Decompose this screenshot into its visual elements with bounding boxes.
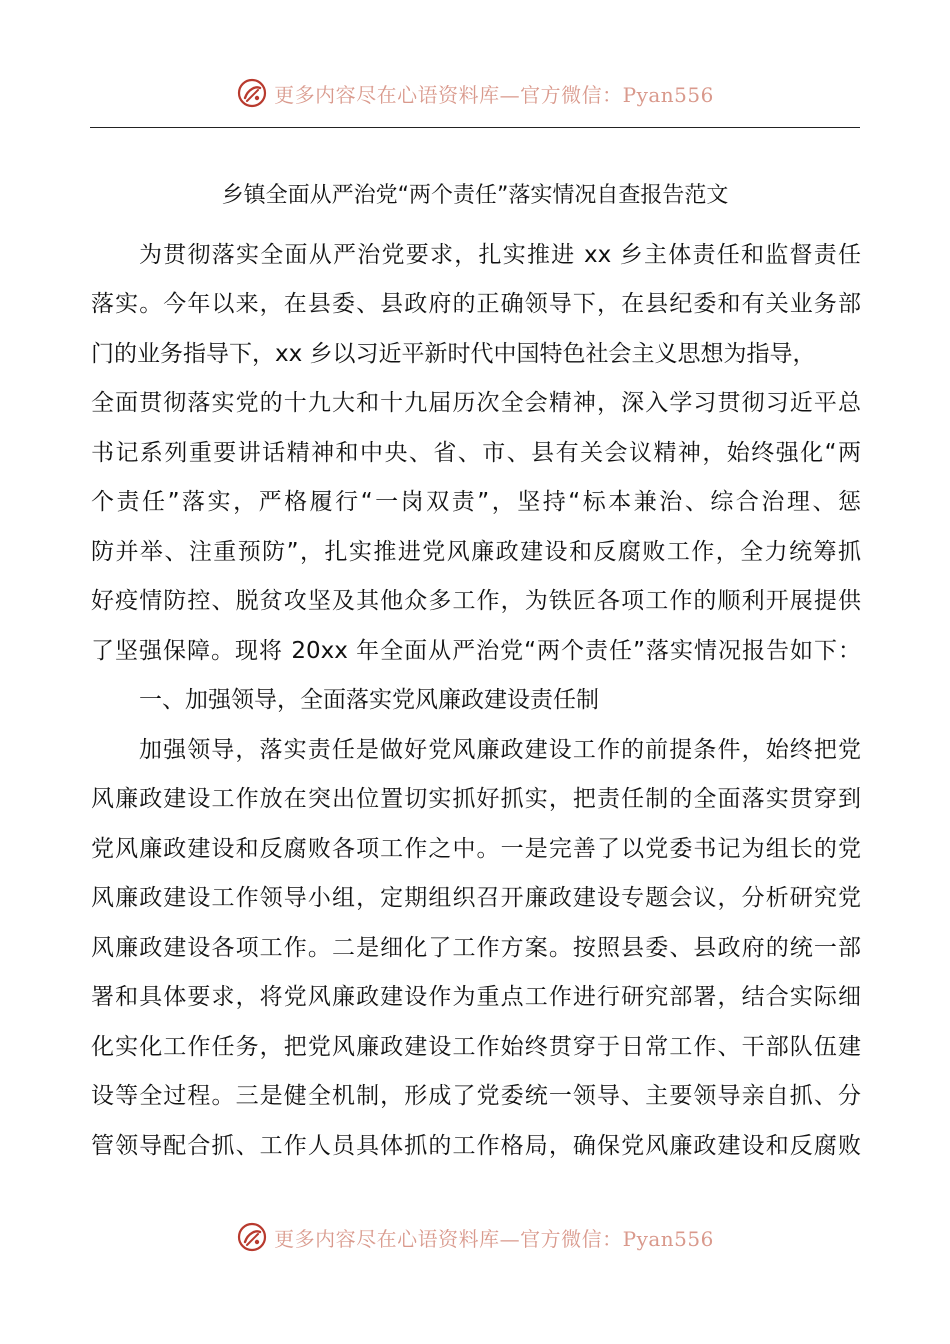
header-divider <box>90 127 860 128</box>
body-line: 个责任”落实，严格履行“一岗双责”，坚持“标本兼治、综合治理、惩 <box>91 489 861 515</box>
body-line: 好疫情防控、脱贫攻坚及其他众多工作，为铁匠各项工作的顺利开展提供 <box>91 588 861 614</box>
body-line: 署和具体要求，将党风廉政建设作为重点工作进行研究部署，结合实际细 <box>91 984 861 1010</box>
body-line: 全面贯彻落实党的十九大和十九届历次全会精神，深入学习贯彻习近平总 <box>91 390 861 416</box>
body-line: 防并举、注重预防”，扎实推进党风廉政建设和反腐败工作，全力统筹抓 <box>91 539 861 565</box>
body-line: 风廉政建设工作领导小组，定期组织召开廉政建设专题会议，分析研究党 <box>91 885 861 911</box>
body-line: 化实化工作任务，把党风廉政建设工作始终贯穿于日常工作、干部队伍建 <box>91 1034 861 1060</box>
footer-watermark <box>0 1217 950 1257</box>
body-line: 设等全过程。三是健全机制，形成了党委统一领导、主要领导亲自抓、分 <box>91 1083 861 1109</box>
body-line: 加强领导，落实责任是做好党风廉政建设工作的前提条件，始终把党 <box>139 737 861 763</box>
header-watermark <box>0 73 950 113</box>
body-line: 管领导配合抓、工作人员具体抓的工作格局，确保党风廉政建设和反腐败 <box>91 1133 861 1159</box>
body-line: 书记系列重要讲话精神和中央、省、市、县有关会议精神，始终强化“两 <box>91 440 861 466</box>
watermark-text: 更多内容尽在心语资料库—官方微信：Pyan556 <box>274 1226 714 1251</box>
body-line: 了坚强保障。现将 20xx 年全面从严治党“两个责任”落实情况报告如下： <box>91 638 861 664</box>
body-line: 风廉政建设工作放在突出位置切实抓好抓实，把责任制的全面落实贯穿到 <box>91 786 861 812</box>
body-line: 落实。今年以来，在县委、县政府的正确领导下，在县纪委和有关业务部 <box>91 291 861 317</box>
document-title: 乡镇全面从严治党“两个责任”落实情况自查报告范文 <box>221 183 729 208</box>
watermark-text: 更多内容尽在心语资料库—官方微信：Pyan556 <box>274 82 714 107</box>
seal-logo-icon <box>236 1221 268 1253</box>
body-line: 党风廉政建设和反腐败各项工作之中。一是完善了以党委书记为组长的党 <box>91 836 861 862</box>
body-line: 为贯彻落实全面从严治党要求，扎实推进 xx 乡主体责任和监督责任 <box>139 242 861 268</box>
body-line: 风廉政建设各项工作。二是细化了工作方案。按照县委、县政府的统一部 <box>91 935 861 961</box>
seal-logo-icon <box>236 77 268 109</box>
body-line: 门的业务指导下，xx 乡以习近平新时代中国特色社会主义思想为指导， <box>91 341 816 367</box>
section-heading: 一、加强领导，全面落实党风廉政建设责任制 <box>139 687 599 713</box>
